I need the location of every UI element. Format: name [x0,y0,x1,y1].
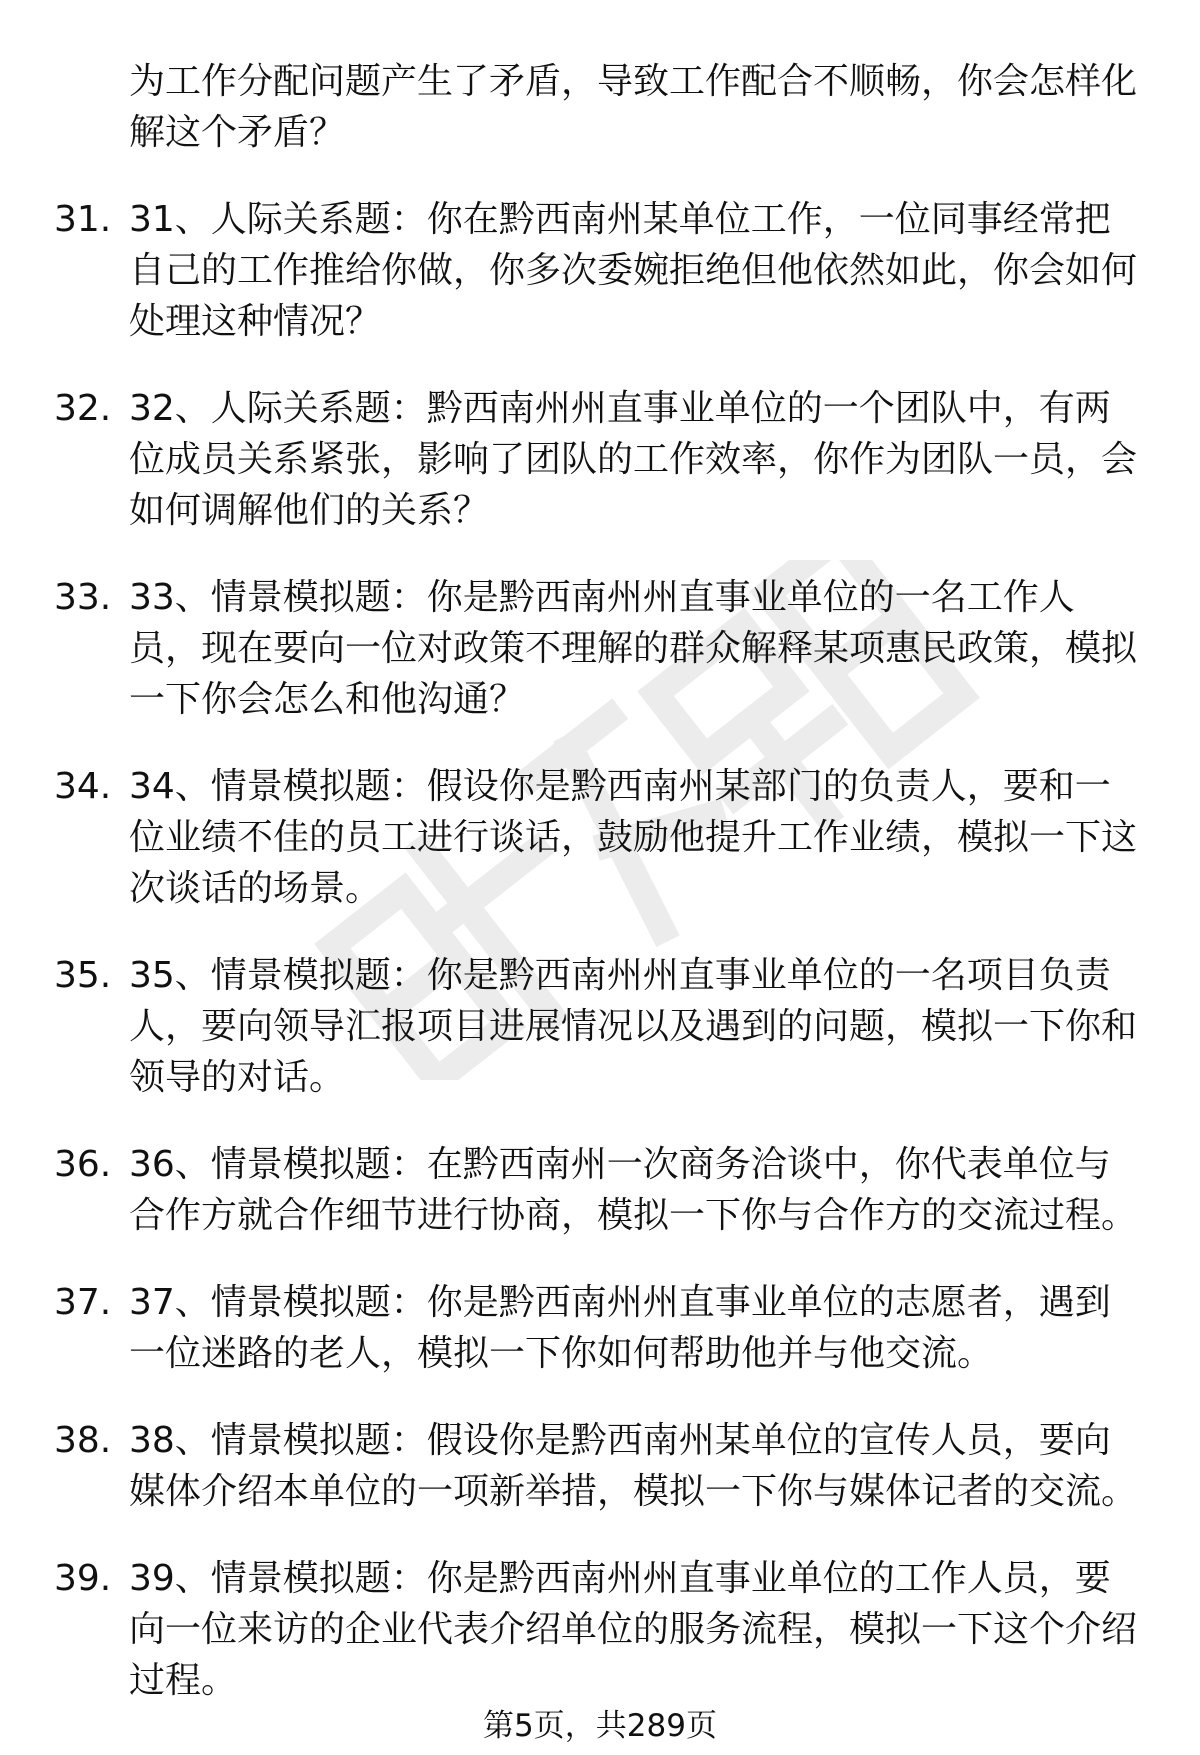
item-text: 32、人际关系题：黔西南州州直事业单位的一个团队中，有两位成员关系紧张，影响了团队的工作效率，你作为团队一员，会如何调解他们的关系？ [129,388,1138,531]
document-body [0,56,1200,1742]
item-number: 36. [54,1144,112,1185]
item-number: 31. [54,199,112,240]
question-item [0,1553,1200,1706]
item-text: 39、情景模拟题：你是黔西南州州直事业单位的工作人员，要向一位来访的企业代表介绍单位的服务流程，模拟一下这个介绍过程。 [129,1558,1138,1701]
question-item [0,1415,1200,1517]
question-item [0,383,1200,536]
question-item [0,1277,1200,1379]
item-text: 31、人际关系题：你在黔西南州某单位工作，一位同事经常把自己的工作推给你做，你多次委婉拒绝但他依然如此，你会如何处理这种情况？ [129,199,1138,342]
question-item [0,950,1200,1103]
question-item [0,194,1200,347]
question-item [0,761,1200,914]
page-footer: 第5页，共289页 [483,1708,717,1744]
question-item [0,1139,1200,1241]
item-number: 34. [54,766,112,807]
question-item [0,572,1200,725]
item-number: 35. [54,955,112,996]
item-number: 32. [54,388,112,429]
item-text: 38、情景模拟题：假设你是黔西南州某单位的宣传人员，要向媒体介绍本单位的一项新举措，模拟一下你与媒体记者的交流。 [129,1420,1138,1512]
item-number: 33. [54,577,112,618]
item-text: 36、情景模拟题：在黔西南州一次商务洽谈中，你代表单位与合作方就合作细节进行协商，模拟一下你与合作方的交流过程。 [129,1144,1138,1236]
item-number: 38. [54,1420,112,1461]
item-text: 34、情景模拟题：假设你是黔西南州某部门的负责人，要和一位业绩不佳的员工进行谈话，鼓励他提升工作业绩，模拟一下这次谈话的场景。 [129,766,1138,909]
item-number: 39. [54,1558,112,1599]
item-text: 35、情景模拟题：你是黔西南州州直事业单位的一名项目负责人，要向领导汇报项目进展情况以及遇到的问题，模拟一下你和领导的对话。 [129,955,1138,1098]
continuation-paragraph: 为工作分配问题产生了矛盾，导致工作配合不顺畅，你会怎样化解这个矛盾？ [129,61,1138,153]
item-number: 37. [54,1282,112,1323]
item-text: 37、情景模拟题：你是黔西南州州直事业单位的志愿者，遇到一位迷路的老人，模拟一下你如何帮助他并与他交流。 [129,1282,1111,1374]
item-text: 33、情景模拟题：你是黔西南州州直事业单位的一名工作人员，现在要向一位对政策不理解的群众解释某项惠民政策，模拟一下你会怎么和他沟通？ [129,577,1138,720]
